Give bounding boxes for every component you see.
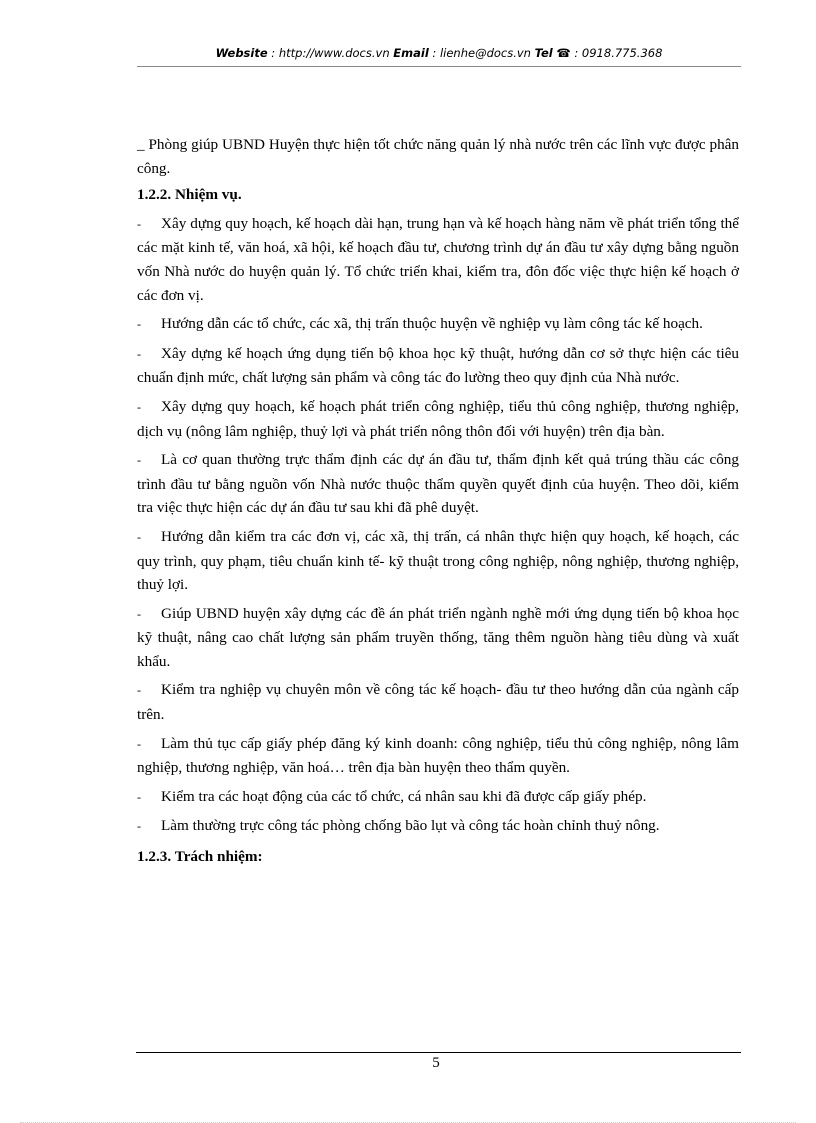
task-item: - Hướng dẫn kiểm tra các đơn vị, các xã, thị trấn, cá nhân thực hiện quy hoạch, kế hoạch, các quy trình, quy phạm, tiêu chuẩn kinh tế- kỹ thuật trong công nghiệp, nông nghiệp, thương nghiệp, thuỷ lợi. [137, 527, 739, 594]
bullet-marker: - [137, 216, 141, 231]
page-header: Website : http://www.docs.vn Email : lienhe@docs.vn Tel ☎ : 0918.775.368 [215, 46, 663, 60]
bullet-marker: - [137, 529, 141, 544]
task-item: - Giúp UBND huyện xây dựng các đề án phát triển ngành nghề mới ứng dụng tiến bộ khoa học kỹ thuật, nâng cao chất lượng sản phẩm truyền thống, tăng thêm nguồn hàng tiêu dùng và xuất khẩu. [137, 604, 739, 670]
website-url[interactable]: http://www.docs.vn [278, 46, 390, 60]
bullet-marker: - [137, 399, 141, 414]
bullet-marker: - [137, 789, 141, 804]
task-item: - Làm thường trực công tác phòng chống bão lụt và công tác hoàn chỉnh thuỷ nông. [137, 814, 739, 839]
task-item: - Hướng dẫn các tổ chức, các xã, thị trấn thuộc huyện về nghiệp vụ làm công tác kế hoạch. [137, 312, 739, 337]
bullet-marker: - [137, 317, 141, 332]
intro-paragraph: _ Phòng giúp UBND Huyện thực hiện tốt chức năng quản lý nhà nước trên các lĩnh vực được phân công. [137, 136, 739, 177]
task-item: - Là cơ quan thường trực thẩm định các dự án đầu tư, thẩm định kết quả trúng thầu các công trình đầu tư bằng nguồn vốn Nhà nước thuộc thẩm quyền quyết định của huyện. Theo dõi, kiểm tra việc thực hiện các dự án đầu tư sau khi đã phê duyệt. [137, 451, 739, 517]
header-divider [137, 66, 741, 67]
bullet-marker: - [137, 606, 141, 621]
page-number: 5 [432, 1055, 440, 1071]
bullet-marker: - [137, 736, 141, 751]
bullet-marker: - [137, 453, 141, 468]
task-item: - Làm thủ tục cấp giấy phép đăng ký kinh doanh: công nghiệp, tiểu thủ công nghiệp, nông lâm nghiệp, thương nghiệp, văn hoá… trên địa bàn huyện theo thẩm quyền. [137, 734, 739, 777]
section-heading-responsibilities: 1.2.3. Trách nhiệm: [137, 848, 263, 866]
task-item: - Kiểm tra các hoạt động của các tổ chức, cá nhân sau khi đã được cấp giấy phép. [137, 785, 739, 810]
bullet-marker: - [137, 346, 141, 361]
phone-icon: ☎ [556, 46, 571, 60]
task-item: - Kiểm tra nghiệp vụ chuyên môn về công tác kế hoạch- đầu tư theo hướng dẫn của ngành cấp trên. [137, 681, 739, 724]
bullet-marker: - [137, 819, 141, 834]
footer-divider [136, 1052, 741, 1053]
tel-label: Tel [534, 46, 553, 60]
email-address[interactable]: lienhe@docs.vn [439, 46, 531, 60]
bullet-marker: - [137, 683, 141, 698]
website-label: Website [215, 46, 268, 60]
section-heading-duties: 1.2.2. Nhiệm vụ. [137, 186, 242, 204]
email-label: Email [393, 46, 429, 60]
document-body [137, 133, 739, 872]
phone-number: 0918.775.368 [581, 46, 663, 60]
task-item: - Xây dựng quy hoạch, kế hoạch phát triển công nghiệp, tiểu thủ công nghiệp, thương nghiệp, dịch vụ (nông lâm nghiệp, thuỷ lợi và phát triển nông thôn đối với huyện) trên địa bàn. [137, 397, 739, 440]
task-item: - Xây dựng quy hoạch, kế hoạch dài hạn, trung hạn và kế hoạch hàng năm về phát triển tổng thể các mặt kinh tế, văn hoá, xã hội, kế hoạch đầu tư, chương trình dự án đầu tư xây dựng bằng nguồn vốn Nhà nước do huyện quản lý. Tổ chức triển khai, kiểm tra, đôn đốc việc thực hiện kế hoạch ở các đơn vị. [137, 214, 739, 304]
task-item: - Xây dựng kế hoạch ứng dụng tiến bộ khoa học kỹ thuật, hướng dẫn cơ sở thực hiện các tiêu chuẩn định mức, chất lượng sản phẩm và công tác đo lường theo quy định của Nhà nước. [137, 344, 739, 387]
